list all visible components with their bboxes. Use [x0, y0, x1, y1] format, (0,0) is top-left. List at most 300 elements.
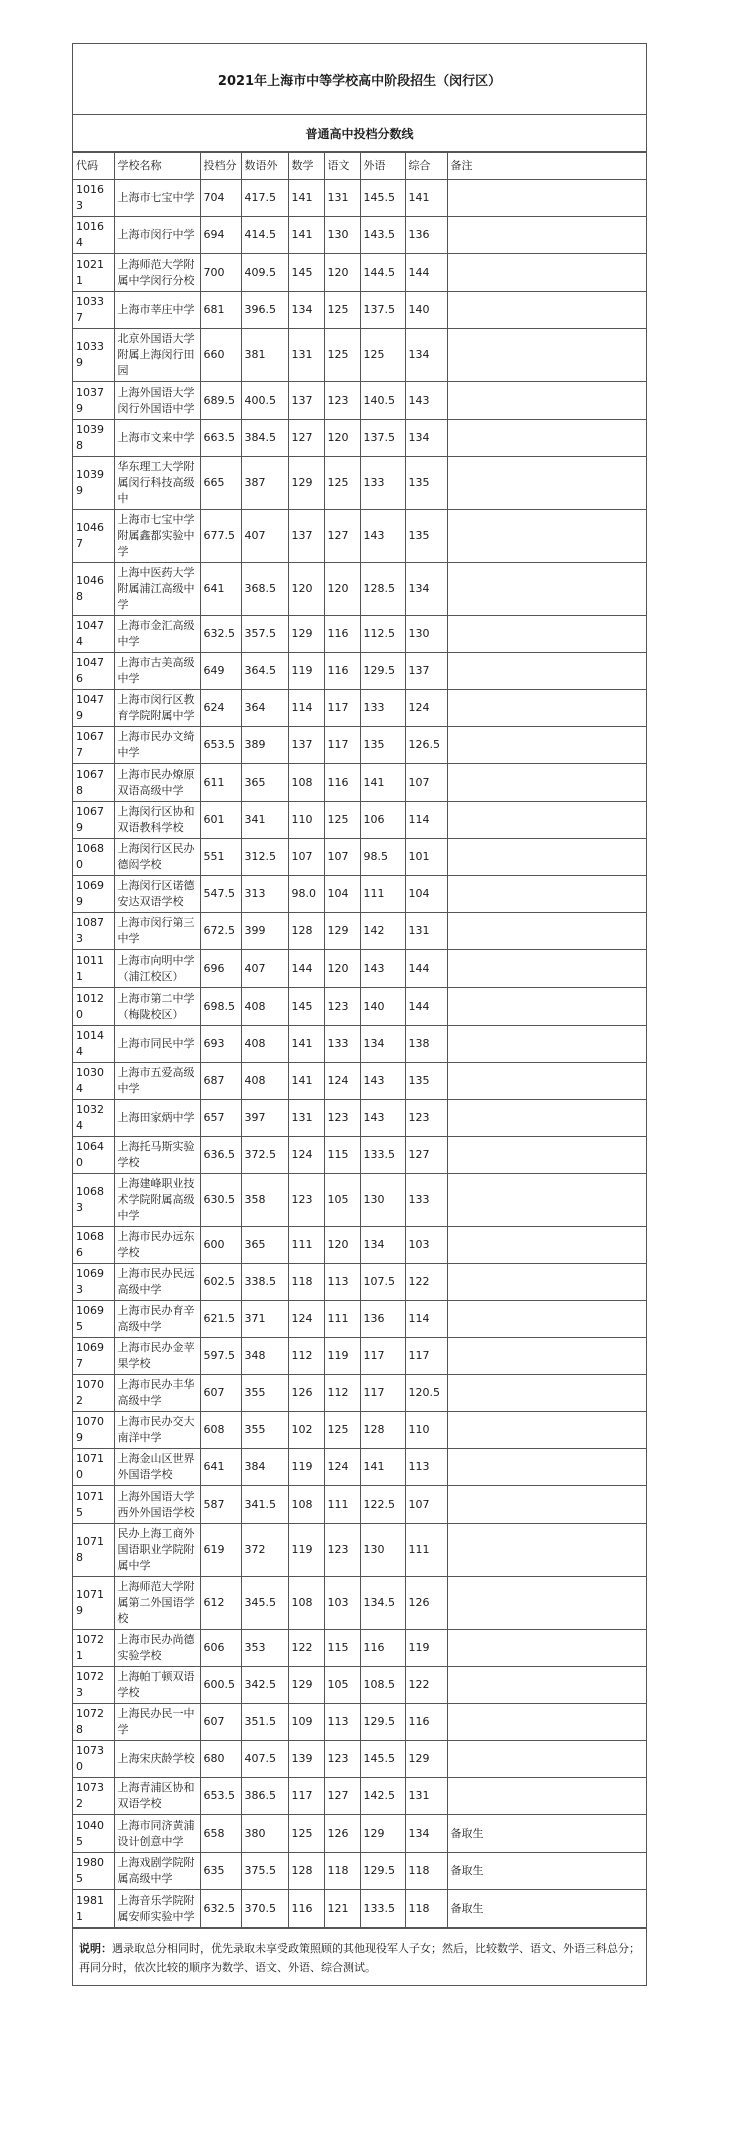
table-cell: 10677 — [73, 727, 114, 764]
table-cell — [447, 1524, 646, 1577]
table-cell — [447, 1375, 646, 1412]
table-cell: 10398 — [73, 420, 114, 457]
table-cell: 上海市金汇高级中学 — [114, 616, 200, 653]
table-cell: 10304 — [73, 1063, 114, 1100]
table-cell — [447, 1063, 646, 1100]
admission-score-document — [72, 43, 647, 1986]
table-row — [73, 1301, 646, 1338]
table-cell: 400.5 — [241, 382, 288, 420]
table-cell: 119 — [288, 1524, 324, 1577]
table-cell: 144 — [405, 254, 447, 292]
table-cell: 696 — [200, 950, 241, 988]
table-cell: 139 — [288, 1741, 324, 1778]
table-cell: 109 — [288, 1704, 324, 1741]
table-cell: 121 — [324, 1890, 360, 1928]
table-row — [73, 1063, 646, 1100]
table-cell: 129.5 — [360, 1853, 405, 1890]
table-cell: 119 — [288, 1449, 324, 1486]
table-cell: 10695 — [73, 1301, 114, 1338]
table-cell — [447, 1577, 646, 1630]
table-cell: 134 — [405, 1815, 447, 1853]
table-cell: 上海中医药大学附属浦江高级中学 — [114, 563, 200, 616]
table-cell: 364.5 — [241, 653, 288, 690]
table-cell: 10379 — [73, 382, 114, 420]
table-cell: 135 — [360, 727, 405, 764]
table-cell: 141 — [360, 764, 405, 802]
table-cell: 114 — [405, 802, 447, 839]
table-cell: 144 — [405, 950, 447, 988]
table-cell: 10730 — [73, 1741, 114, 1778]
table-cell: 10699 — [73, 876, 114, 913]
table-cell: 123 — [324, 1524, 360, 1577]
table-cell — [447, 180, 646, 217]
table-cell — [447, 1137, 646, 1174]
table-cell: 112.5 — [360, 616, 405, 653]
table-cell: 112 — [288, 1338, 324, 1375]
table-cell: 370.5 — [241, 1890, 288, 1928]
table-row — [73, 1630, 646, 1667]
table-cell: 608 — [200, 1412, 241, 1449]
table-cell: 133.5 — [360, 1137, 405, 1174]
table-cell: 389 — [241, 727, 288, 764]
table-cell — [447, 217, 646, 254]
table-cell: 600 — [200, 1227, 241, 1264]
document-title: 2021年上海市中等学校高中阶段招生（闵行区） — [73, 44, 646, 115]
table-cell: 上海民办民一中学 — [114, 1704, 200, 1741]
table-cell: 123 — [288, 1174, 324, 1227]
table-cell — [447, 1264, 646, 1301]
table-cell: 700 — [200, 254, 241, 292]
column-header: 学校名称 — [114, 153, 200, 180]
table-cell: 10399 — [73, 457, 114, 510]
table-cell: 140 — [360, 988, 405, 1026]
table-cell: 653.5 — [200, 1778, 241, 1815]
table-cell: 641 — [200, 563, 241, 616]
table-cell — [447, 653, 646, 690]
table-cell: 111 — [324, 1301, 360, 1338]
table-cell: 313 — [241, 876, 288, 913]
table-cell: 137 — [288, 510, 324, 563]
table-cell — [447, 802, 646, 839]
table-cell: 125 — [288, 1815, 324, 1853]
table-cell: 上海音乐学院附属安师实验中学 — [114, 1890, 200, 1928]
table-cell: 10339 — [73, 329, 114, 382]
table-cell: 408 — [241, 1063, 288, 1100]
table-cell — [447, 1026, 646, 1063]
table-cell: 10111 — [73, 950, 114, 988]
table-cell: 上海市民办燎原双语高级中学 — [114, 764, 200, 802]
table-cell: 10468 — [73, 563, 114, 616]
table-cell: 上海闵行区民办德闳学校 — [114, 839, 200, 876]
table-row — [73, 1778, 646, 1815]
table-header-row — [73, 153, 646, 180]
table-cell: 341 — [241, 802, 288, 839]
table-row — [73, 653, 646, 690]
table-cell: 124 — [324, 1449, 360, 1486]
table-cell — [447, 457, 646, 510]
table-row — [73, 1577, 646, 1630]
table-cell: 372 — [241, 1524, 288, 1577]
table-cell: 138 — [405, 1026, 447, 1063]
table-cell: 上海市民办远东学校 — [114, 1227, 200, 1264]
table-cell: 120 — [324, 950, 360, 988]
table-row — [73, 254, 646, 292]
table-cell: 653.5 — [200, 727, 241, 764]
table-cell: 10680 — [73, 839, 114, 876]
table-cell: 116 — [324, 616, 360, 653]
table-cell: 126.5 — [405, 727, 447, 764]
table-cell: 上海金山区世界外国语学校 — [114, 1449, 200, 1486]
table-cell: 131 — [405, 913, 447, 950]
table-cell: 102 — [288, 1412, 324, 1449]
table-cell: 120.5 — [405, 1375, 447, 1412]
table-cell: 601 — [200, 802, 241, 839]
table-cell: 125 — [360, 329, 405, 382]
table-cell: 10702 — [73, 1375, 114, 1412]
table-cell: 10710 — [73, 1449, 114, 1486]
table-cell: 630.5 — [200, 1174, 241, 1227]
column-header: 综合 — [405, 153, 447, 180]
table-cell: 126 — [288, 1375, 324, 1412]
table-cell: 663.5 — [200, 420, 241, 457]
table-cell: 120 — [324, 563, 360, 616]
table-cell: 137.5 — [360, 420, 405, 457]
table-cell: 128 — [288, 913, 324, 950]
table-cell: 125 — [324, 1412, 360, 1449]
table-row — [73, 1026, 646, 1063]
table-cell: 133 — [360, 690, 405, 727]
table-cell: 104 — [405, 876, 447, 913]
table-cell: 10721 — [73, 1630, 114, 1667]
table-cell: 704 — [200, 180, 241, 217]
table-cell: 145.5 — [360, 180, 405, 217]
table-cell: 民办上海工商外国语职业学院附属中学 — [114, 1524, 200, 1577]
table-cell: 备取生 — [447, 1890, 646, 1928]
table-cell: 632.5 — [200, 616, 241, 653]
table-cell: 602.5 — [200, 1264, 241, 1301]
table-cell — [447, 329, 646, 382]
table-cell: 355 — [241, 1375, 288, 1412]
table-cell: 687 — [200, 1063, 241, 1100]
note-text: 遇录取总分相同时，优先录取未享受政策照顾的其他现役军人子女；然后，比较数学、语文、外语三科总分；再同分时，依次比较的顺序为数学、语文、外语、综合测试。 — [79, 1942, 640, 1974]
table-row — [73, 988, 646, 1026]
table-cell: 上海市向明中学（浦江校区） — [114, 950, 200, 988]
table-cell: 368.5 — [241, 563, 288, 616]
table-cell: 348 — [241, 1338, 288, 1375]
table-row — [73, 876, 646, 913]
table-cell: 北京外国语大学附属上海闵行田园 — [114, 329, 200, 382]
table-cell — [447, 563, 646, 616]
table-cell: 10697 — [73, 1338, 114, 1375]
table-cell: 143 — [405, 382, 447, 420]
table-cell: 10715 — [73, 1486, 114, 1524]
table-row — [73, 1486, 646, 1524]
table-cell: 118 — [405, 1853, 447, 1890]
table-row — [73, 1704, 646, 1741]
table-cell: 126 — [324, 1815, 360, 1853]
table-cell: 上海市莘庄中学 — [114, 292, 200, 329]
table-cell: 113 — [324, 1264, 360, 1301]
table-cell: 117 — [405, 1338, 447, 1375]
table-row — [73, 1227, 646, 1264]
table-cell: 143 — [360, 1100, 405, 1137]
table-cell: 141 — [288, 217, 324, 254]
table-cell — [447, 382, 646, 420]
table-cell: 110 — [288, 802, 324, 839]
table-cell: 134 — [360, 1026, 405, 1063]
table-cell: 131 — [288, 329, 324, 382]
table-cell: 137 — [288, 382, 324, 420]
table-cell: 129 — [288, 457, 324, 510]
table-cell: 108 — [288, 1577, 324, 1630]
table-cell: 657 — [200, 1100, 241, 1137]
table-row — [73, 1338, 646, 1375]
table-cell: 345.5 — [241, 1577, 288, 1630]
table-row — [73, 217, 646, 254]
table-cell: 698.5 — [200, 988, 241, 1026]
table-cell: 128.5 — [360, 563, 405, 616]
table-cell: 10718 — [73, 1524, 114, 1577]
table-cell: 341.5 — [241, 1486, 288, 1524]
table-cell: 681 — [200, 292, 241, 329]
table-cell: 10164 — [73, 217, 114, 254]
table-cell: 备取生 — [447, 1853, 646, 1890]
table-row — [73, 764, 646, 802]
table-cell: 128 — [360, 1412, 405, 1449]
table-cell: 597.5 — [200, 1338, 241, 1375]
table-cell: 624 — [200, 690, 241, 727]
table-cell: 117 — [324, 727, 360, 764]
table-cell — [447, 727, 646, 764]
table-cell: 133 — [324, 1026, 360, 1063]
explanation-note — [73, 1928, 646, 1985]
table-cell: 123 — [324, 988, 360, 1026]
table-cell — [447, 1486, 646, 1524]
table-cell: 115 — [324, 1630, 360, 1667]
table-cell: 611 — [200, 764, 241, 802]
table-cell: 129 — [405, 1741, 447, 1778]
table-cell: 107.5 — [360, 1264, 405, 1301]
column-header: 投档分 — [200, 153, 241, 180]
table-row — [73, 839, 646, 876]
table-cell: 上海帕丁顿双语学校 — [114, 1667, 200, 1704]
table-cell — [447, 988, 646, 1026]
table-cell: 607 — [200, 1704, 241, 1741]
table-cell: 130 — [405, 616, 447, 653]
table-cell: 338.5 — [241, 1264, 288, 1301]
table-cell: 上海市闵行区教育学院附属中学 — [114, 690, 200, 727]
table-cell: 上海市第二中学（梅陇校区） — [114, 988, 200, 1026]
table-cell: 693 — [200, 1026, 241, 1063]
table-cell: 122 — [405, 1667, 447, 1704]
table-cell: 137 — [288, 727, 324, 764]
table-cell: 上海师范大学附属中学闵行分校 — [114, 254, 200, 292]
table-cell: 上海市七宝中学 — [114, 180, 200, 217]
table-cell — [447, 950, 646, 988]
table-cell: 上海宋庆龄学校 — [114, 1741, 200, 1778]
table-cell: 134 — [405, 563, 447, 616]
table-cell: 116 — [324, 764, 360, 802]
table-cell: 上海市民办丰华高级中学 — [114, 1375, 200, 1412]
table-cell: 677.5 — [200, 510, 241, 563]
table-cell: 116 — [405, 1704, 447, 1741]
table-cell: 134 — [288, 292, 324, 329]
table-cell — [447, 839, 646, 876]
table-cell: 上海市文来中学 — [114, 420, 200, 457]
table-cell: 111 — [324, 1486, 360, 1524]
table-cell: 上海外国语大学闵行外国语中学 — [114, 382, 200, 420]
table-cell: 118 — [405, 1890, 447, 1928]
table-cell: 10709 — [73, 1412, 114, 1449]
table-cell — [447, 764, 646, 802]
table-cell: 19805 — [73, 1853, 114, 1890]
table-cell: 108 — [288, 764, 324, 802]
table-cell: 105 — [324, 1667, 360, 1704]
table-cell: 142 — [360, 913, 405, 950]
table-cell: 660 — [200, 329, 241, 382]
table-cell: 107 — [405, 1486, 447, 1524]
table-cell: 414.5 — [241, 217, 288, 254]
table-cell — [447, 1338, 646, 1375]
table-row — [73, 950, 646, 988]
table-cell: 358 — [241, 1174, 288, 1227]
table-cell: 130 — [360, 1524, 405, 1577]
table-cell: 658 — [200, 1815, 241, 1853]
table-cell: 145 — [288, 254, 324, 292]
table-cell: 10723 — [73, 1667, 114, 1704]
table-cell: 108.5 — [360, 1667, 405, 1704]
table-cell: 120 — [324, 420, 360, 457]
table-cell: 上海戏剧学院附属高级中学 — [114, 1853, 200, 1890]
table-row — [73, 457, 646, 510]
table-cell: 10686 — [73, 1227, 114, 1264]
table-row — [73, 563, 646, 616]
table-cell: 141 — [360, 1449, 405, 1486]
table-cell: 142.5 — [360, 1778, 405, 1815]
table-cell: 10873 — [73, 913, 114, 950]
table-row — [73, 1853, 646, 1890]
table-cell: 105 — [324, 1174, 360, 1227]
table-row — [73, 690, 646, 727]
table-cell: 112 — [324, 1375, 360, 1412]
table-cell: 141 — [288, 180, 324, 217]
table-cell: 143 — [360, 1063, 405, 1100]
table-cell: 上海市民办金苹果学校 — [114, 1338, 200, 1375]
table-cell: 113 — [405, 1449, 447, 1486]
table-cell: 116 — [288, 1890, 324, 1928]
table-cell: 134 — [360, 1227, 405, 1264]
table-cell: 116 — [324, 653, 360, 690]
table-cell: 672.5 — [200, 913, 241, 950]
table-cell: 127 — [324, 510, 360, 563]
table-cell: 117 — [360, 1375, 405, 1412]
table-cell: 371 — [241, 1301, 288, 1338]
table-row — [73, 420, 646, 457]
table-cell: 619 — [200, 1524, 241, 1577]
table-row — [73, 1137, 646, 1174]
table-cell — [447, 876, 646, 913]
table-cell: 384.5 — [241, 420, 288, 457]
table-cell: 10678 — [73, 764, 114, 802]
table-cell: 上海建峰职业技术学院附属高级中学 — [114, 1174, 200, 1227]
table-cell — [447, 616, 646, 653]
table-cell: 110 — [405, 1412, 447, 1449]
table-cell: 409.5 — [241, 254, 288, 292]
table-cell — [447, 1174, 646, 1227]
table-cell: 127 — [288, 420, 324, 457]
table-cell: 10728 — [73, 1704, 114, 1741]
table-cell: 111 — [360, 876, 405, 913]
table-cell: 114 — [405, 1301, 447, 1338]
table-cell: 126 — [405, 1577, 447, 1630]
column-header: 数语外 — [241, 153, 288, 180]
table-cell: 680 — [200, 1741, 241, 1778]
table-cell: 128 — [288, 1853, 324, 1890]
table-cell: 115 — [324, 1137, 360, 1174]
table-cell: 386.5 — [241, 1778, 288, 1815]
table-cell: 123 — [324, 1741, 360, 1778]
table-cell: 111 — [405, 1524, 447, 1577]
table-row — [73, 1375, 646, 1412]
table-cell: 10211 — [73, 254, 114, 292]
table-cell: 145 — [288, 988, 324, 1026]
table-cell: 134 — [405, 420, 447, 457]
table-cell: 130 — [360, 1174, 405, 1227]
table-cell: 113 — [324, 1704, 360, 1741]
table-cell: 144 — [288, 950, 324, 988]
table-row — [73, 1100, 646, 1137]
table-cell: 125 — [324, 329, 360, 382]
table-row — [73, 616, 646, 653]
table-cell: 114 — [288, 690, 324, 727]
table-cell: 399 — [241, 913, 288, 950]
table-cell: 136 — [405, 217, 447, 254]
table-cell: 上海市民办交大南洋中学 — [114, 1412, 200, 1449]
table-cell: 10467 — [73, 510, 114, 563]
table-cell: 547.5 — [200, 876, 241, 913]
table-cell: 122 — [405, 1264, 447, 1301]
table-cell: 134 — [405, 329, 447, 382]
table-cell: 365 — [241, 764, 288, 802]
table-cell: 118 — [288, 1264, 324, 1301]
table-cell: 上海市七宝中学附属鑫都实验中学 — [114, 510, 200, 563]
table-cell — [447, 1449, 646, 1486]
table-cell: 10405 — [73, 1815, 114, 1853]
table-cell: 上海市古美高级中学 — [114, 653, 200, 690]
table-cell: 312.5 — [241, 839, 288, 876]
table-row — [73, 802, 646, 839]
table-cell: 119 — [405, 1630, 447, 1667]
table-cell: 125 — [324, 292, 360, 329]
table-cell: 135 — [405, 510, 447, 563]
table-row — [73, 1815, 646, 1853]
table-cell: 397 — [241, 1100, 288, 1137]
table-cell: 357.5 — [241, 616, 288, 653]
table-row — [73, 292, 646, 329]
table-cell: 380 — [241, 1815, 288, 1853]
table-cell: 119 — [324, 1338, 360, 1375]
table-cell: 407.5 — [241, 1741, 288, 1778]
table-cell: 10693 — [73, 1264, 114, 1301]
table-cell: 133.5 — [360, 1890, 405, 1928]
table-row — [73, 329, 646, 382]
table-cell: 上海市同济黄浦设计创意中学 — [114, 1815, 200, 1853]
table-row — [73, 1449, 646, 1486]
table-cell: 124 — [405, 690, 447, 727]
table-cell: 122.5 — [360, 1486, 405, 1524]
table-row — [73, 1174, 646, 1227]
table-cell: 备取生 — [447, 1815, 646, 1853]
